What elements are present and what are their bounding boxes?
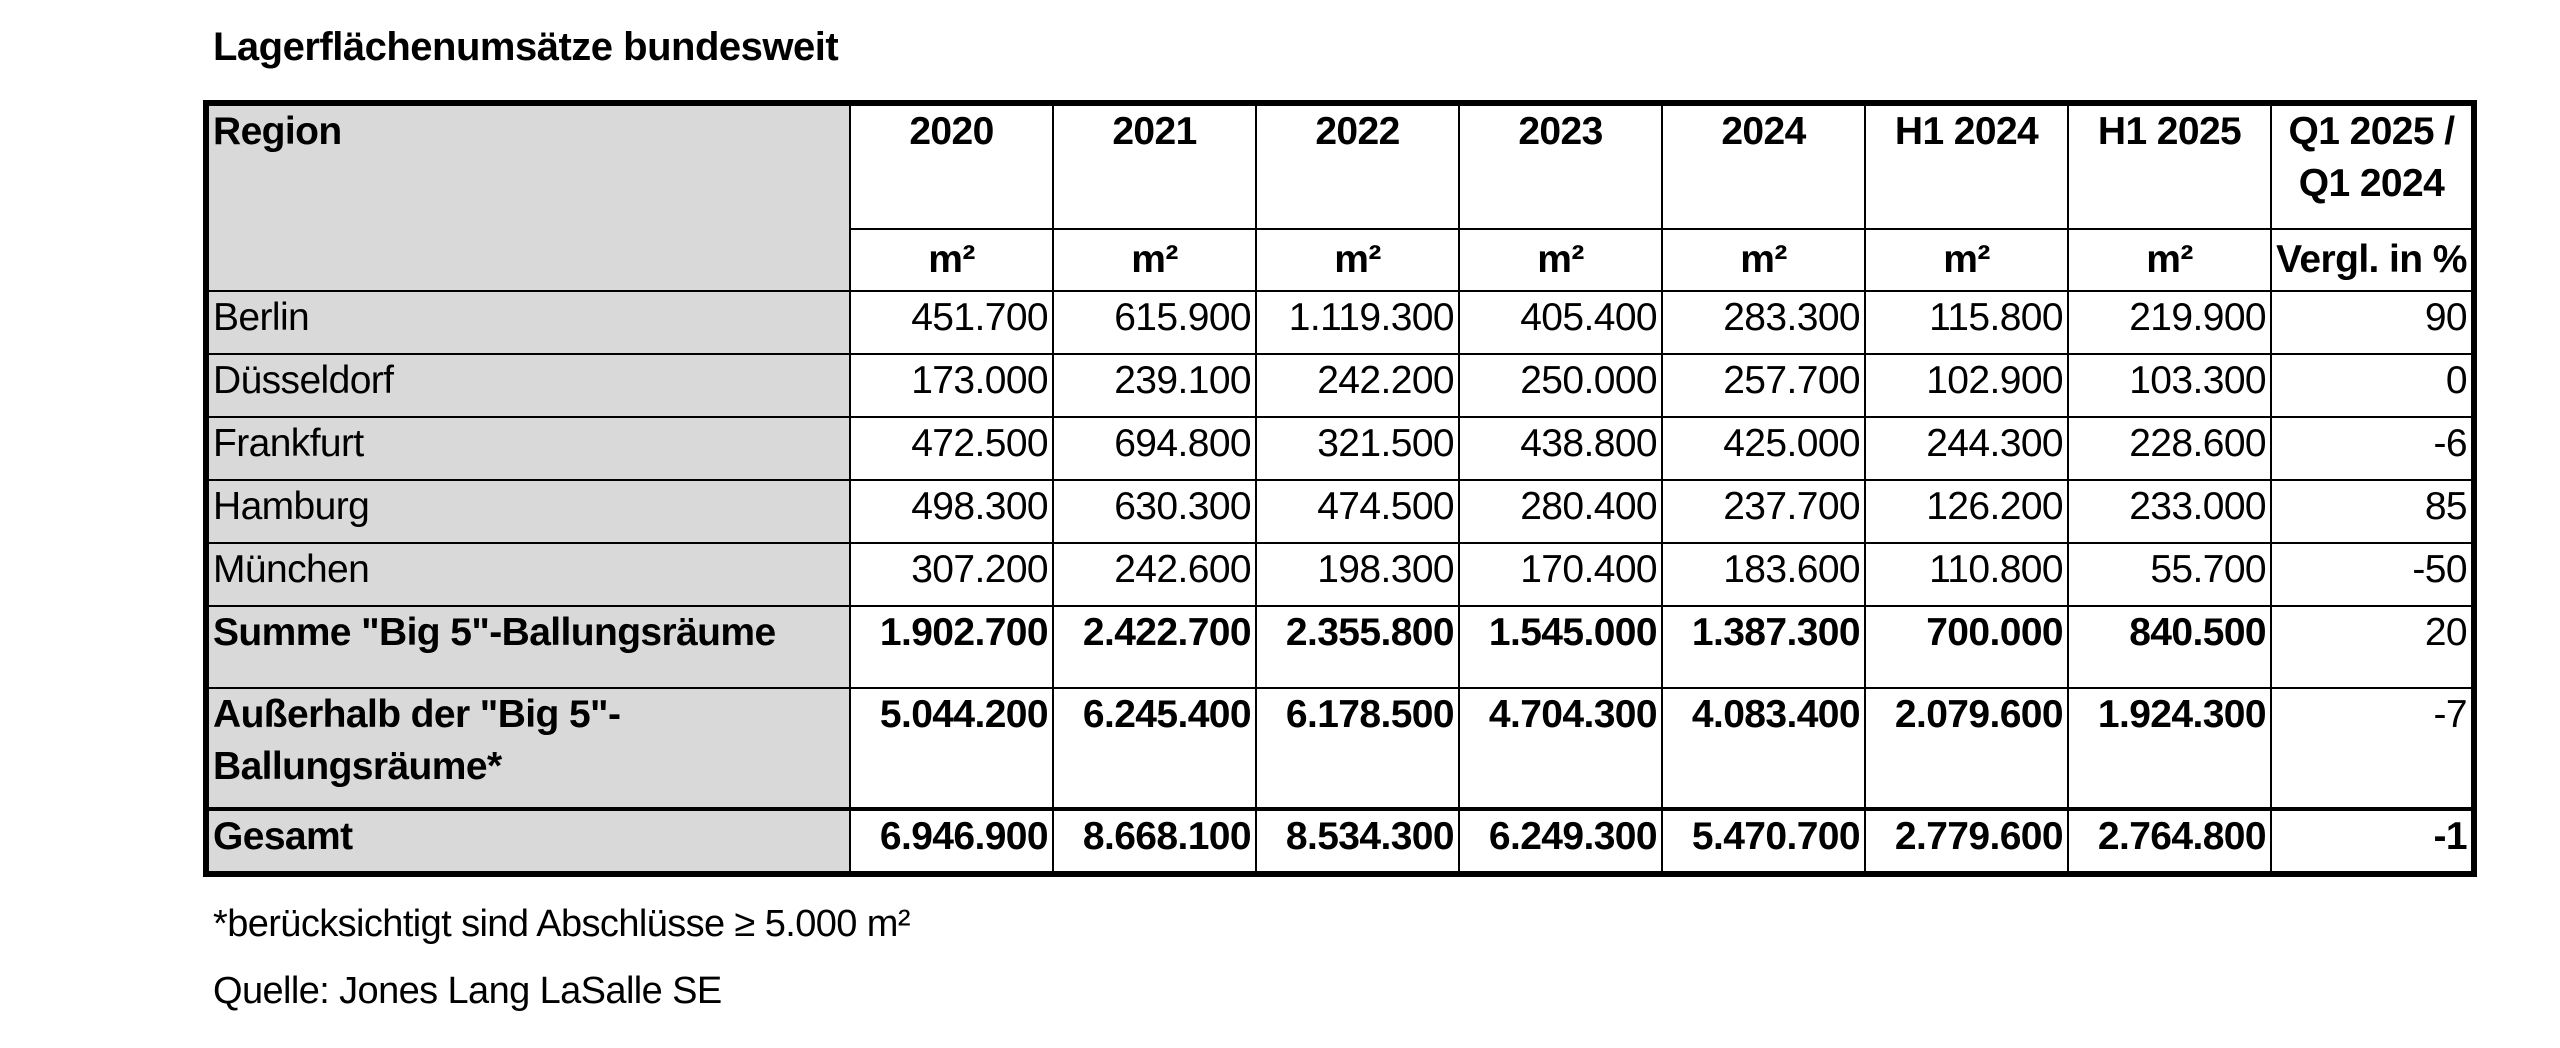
row-value: 228.600 — [2068, 417, 2271, 480]
row-value: 198.300 — [1256, 543, 1459, 606]
row-value: 55.700 — [2068, 543, 2271, 606]
table-row — [206, 354, 2474, 417]
row-value: 257.700 — [1662, 354, 1865, 417]
row-value: 1.119.300 — [1256, 291, 1459, 354]
row-value: 244.300 — [1865, 417, 2068, 480]
header-compare-line2: Q1 2024 — [2298, 162, 2445, 205]
total-value: 8.668.100 — [1053, 809, 1256, 874]
header-row — [206, 103, 2474, 229]
row-value: 472.500 — [850, 417, 1053, 480]
total-value: 2.779.600 — [1865, 809, 2068, 874]
table-row — [206, 417, 2474, 480]
row-value: 126.200 — [1865, 480, 2068, 543]
outside-region-line1: Außerhalb der "Big 5"- — [213, 693, 621, 736]
row-region: München — [206, 543, 850, 606]
header-unit: m² — [1459, 229, 1662, 291]
sum-row — [206, 606, 2474, 688]
header-unit: m² — [1865, 229, 2068, 291]
row-value: 425.000 — [1662, 417, 1865, 480]
header-unit: m² — [850, 229, 1053, 291]
sum-value: 2.422.700 — [1053, 606, 1256, 688]
sum-value: 1.387.300 — [1662, 606, 1865, 688]
row-value: 321.500 — [1256, 417, 1459, 480]
outside-value: 6.245.400 — [1053, 688, 1256, 809]
header-year: H1 2024 — [1865, 103, 2068, 229]
outside-pct: -7 — [2271, 688, 2474, 809]
total-value: 8.534.300 — [1256, 809, 1459, 874]
total-value: 2.764.800 — [2068, 809, 2271, 874]
row-region: Frankfurt — [206, 417, 850, 480]
header-year: H1 2025 — [2068, 103, 2271, 229]
outside-value: 1.924.300 — [2068, 688, 2271, 809]
row-value: 115.800 — [1865, 291, 2068, 354]
total-value: 6.946.900 — [850, 809, 1053, 874]
sum-region: Summe "Big 5"-Ballungsräume — [206, 606, 850, 688]
outside-value: 5.044.200 — [850, 688, 1053, 809]
table-row — [206, 291, 2474, 354]
row-value: 474.500 — [1256, 480, 1459, 543]
total-value: 5.470.700 — [1662, 809, 1865, 874]
source-note: Quelle: Jones Lang LaSalle SE — [213, 970, 722, 1012]
header-year: 2023 — [1459, 103, 1662, 229]
header-year: 2022 — [1256, 103, 1459, 229]
outside-value: 2.079.600 — [1865, 688, 2068, 809]
row-pct: 85 — [2271, 480, 2474, 543]
row-value: 405.400 — [1459, 291, 1662, 354]
sum-value: 700.000 — [1865, 606, 2068, 688]
row-value: 250.000 — [1459, 354, 1662, 417]
header-year: 2020 — [850, 103, 1053, 229]
table-row — [206, 480, 2474, 543]
header-year: 2024 — [1662, 103, 1865, 229]
row-value: 498.300 — [850, 480, 1053, 543]
row-value: 183.600 — [1662, 543, 1865, 606]
warehouse-turnover-table — [203, 100, 2477, 877]
row-pct: -6 — [2271, 417, 2474, 480]
sum-value: 1.902.700 — [850, 606, 1053, 688]
row-region: Düsseldorf — [206, 354, 850, 417]
outside-value: 6.178.500 — [1256, 688, 1459, 809]
header-compare — [2271, 103, 2474, 229]
sum-value: 2.355.800 — [1256, 606, 1459, 688]
header-region: Region — [206, 103, 850, 291]
row-value: 170.400 — [1459, 543, 1662, 606]
row-value: 242.600 — [1053, 543, 1256, 606]
footnote: *berücksichtigt sind Abschlüsse ≥ 5.000 m² — [213, 903, 910, 945]
row-value: 237.700 — [1662, 480, 1865, 543]
row-value: 615.900 — [1053, 291, 1256, 354]
total-value: 6.249.300 — [1459, 809, 1662, 874]
outside-region — [206, 688, 850, 809]
header-year: 2021 — [1053, 103, 1256, 229]
header-unit: m² — [1662, 229, 1865, 291]
row-pct: 0 — [2271, 354, 2474, 417]
row-value: 438.800 — [1459, 417, 1662, 480]
row-value: 451.700 — [850, 291, 1053, 354]
row-pct: 90 — [2271, 291, 2474, 354]
row-region: Berlin — [206, 291, 850, 354]
row-value: 233.000 — [2068, 480, 2271, 543]
row-value: 242.200 — [1256, 354, 1459, 417]
row-value: 103.300 — [2068, 354, 2271, 417]
sum-value: 1.545.000 — [1459, 606, 1662, 688]
table-row — [206, 543, 2474, 606]
row-value: 239.100 — [1053, 354, 1256, 417]
outside-row — [206, 688, 2474, 809]
header-compare-unit: Vergl. in % — [2271, 229, 2474, 291]
row-value: 283.300 — [1662, 291, 1865, 354]
row-value: 219.900 — [2068, 291, 2271, 354]
row-value: 102.900 — [1865, 354, 2068, 417]
row-value: 307.200 — [850, 543, 1053, 606]
row-value: 630.300 — [1053, 480, 1256, 543]
table-title: Lagerflächenumsätze bundesweit — [213, 25, 839, 69]
total-region: Gesamt — [206, 809, 850, 874]
total-row — [206, 809, 2474, 874]
outside-region-line2: Ballungsräume* — [213, 745, 502, 788]
row-value: 173.000 — [850, 354, 1053, 417]
row-pct: -50 — [2271, 543, 2474, 606]
header-unit: m² — [1256, 229, 1459, 291]
row-region: Hamburg — [206, 480, 850, 543]
row-value: 280.400 — [1459, 480, 1662, 543]
outside-value: 4.704.300 — [1459, 688, 1662, 809]
header-unit: m² — [1053, 229, 1256, 291]
header-compare-line1: Q1 2025 / — [2288, 110, 2455, 153]
sum-pct: 20 — [2271, 606, 2474, 688]
header-unit: m² — [2068, 229, 2271, 291]
total-pct: -1 — [2271, 809, 2474, 874]
sum-value: 840.500 — [2068, 606, 2271, 688]
outside-value: 4.083.400 — [1662, 688, 1865, 809]
row-value: 694.800 — [1053, 417, 1256, 480]
row-value: 110.800 — [1865, 543, 2068, 606]
